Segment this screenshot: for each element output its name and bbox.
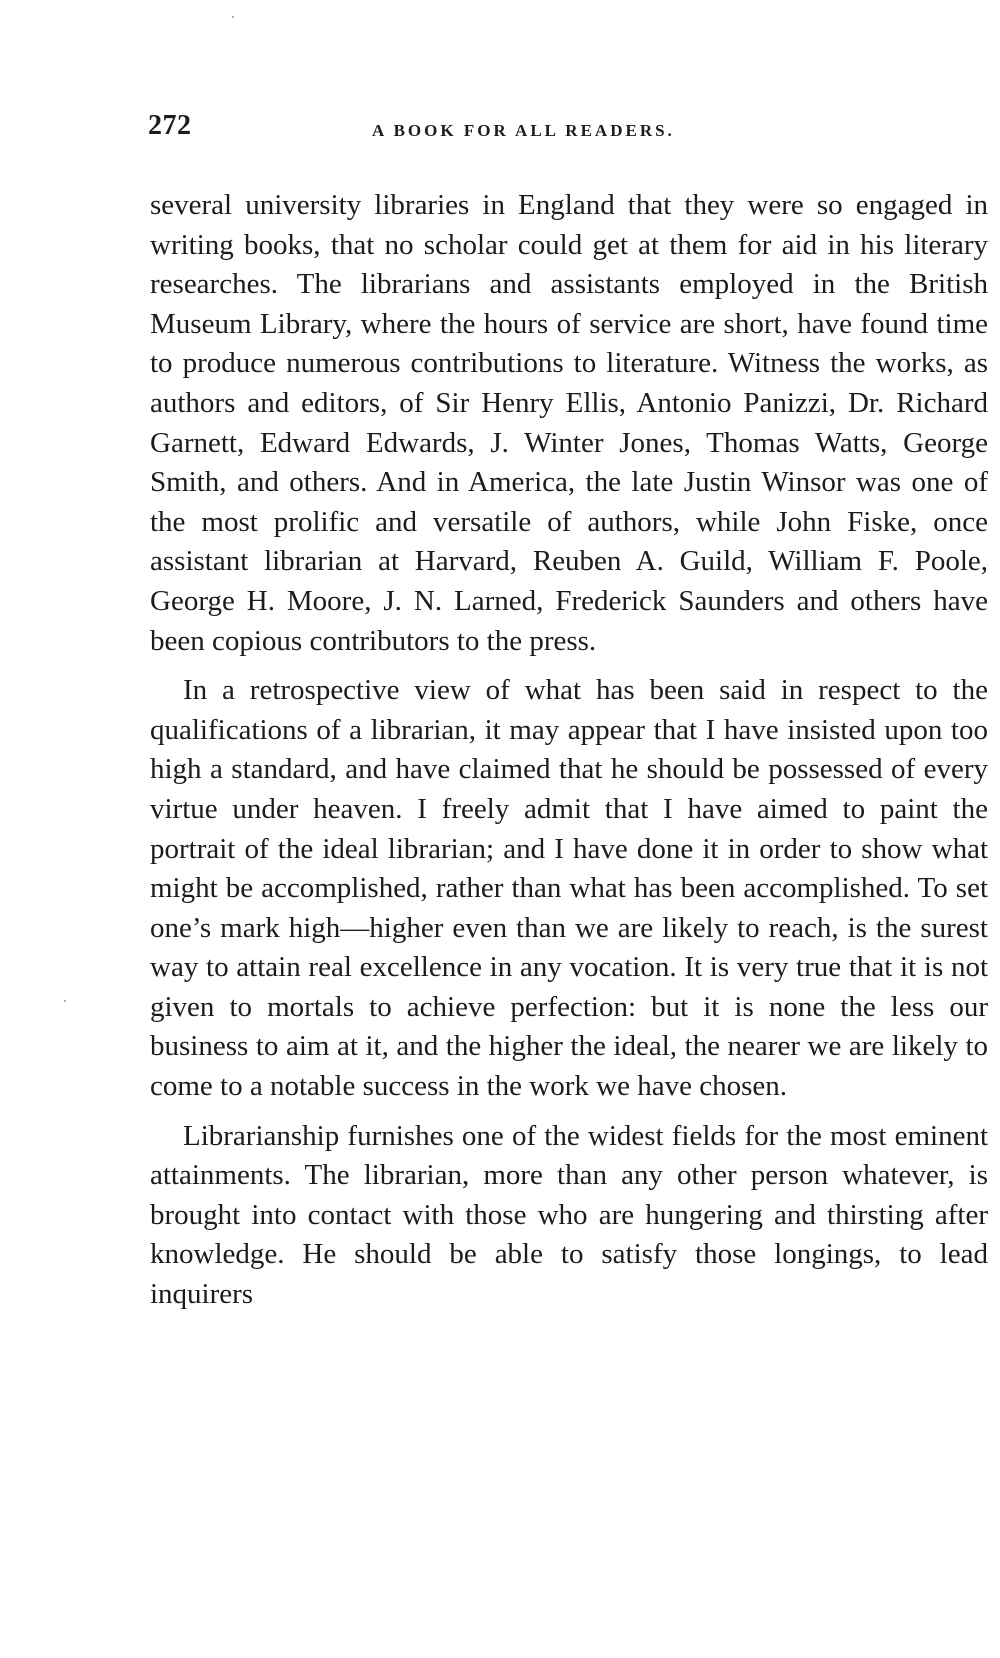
paper-speck [64, 1000, 66, 1002]
page-number: 272 [148, 110, 192, 141]
paragraph-retrospective: In a retrospective view of what has been said in respect to the qualifications of a librarian, it may appear that I have insisted upon too high a standard, and have claimed that he should be possessed of every virtue under heaven. I freely admit that I have aimed to paint the portrait of the ideal librarian; and I have done it in order to show what might be accomplished, rather than what has been accomplished. To set one’s mark high—higher even than we are likely to reach, is the surest way to attain real excellence in any vocation. It is very true that it is not given to mortals to achieve perfection: but it is none the less our business to aim at it, and the higher the ideal, the nearer we are likely to come to a notable success in the work we have chosen. [150, 674, 988, 1103]
paragraph-librarianship: Librarianship furnishes one of the widest fields for the most eminent attainments. The librarian, more than any other person whatever, is brought into contact with those who are hungering and thirsting after knowledge. He should be able to satisfy those longings, to lead inquirers [150, 1119, 988, 1311]
body-text [150, 186, 988, 1325]
paragraph-continued: several university libraries in England that they were so engaged in writing books, that no scholar could get at them for aid in his literary researches. The librarians and assistants employed in the British Museum Library, where the hours of service are short, have found time to produce numerous contributions to literature. Witness the works, as authors and editors, of Sir Henry Ellis, Antonio Panizzi, Dr. Richard Garnett, Edward Edwards, J. Winter Jones, Thomas Watts, George Smith, and others. And in America, the late Justin Winsor was one of the most prolific and versatile of authors, while John Fiske, once assistant librarian at Harvard, Reuben A. Guild, William F. Poole, George H. Moore, J. N. Larned, Frederick Saunders and others have been copious contributors to the press. [150, 189, 988, 657]
running-title: A BOOK FOR ALL READERS. [372, 121, 675, 140]
paper-speck [232, 16, 234, 18]
page-header [0, 110, 1000, 150]
